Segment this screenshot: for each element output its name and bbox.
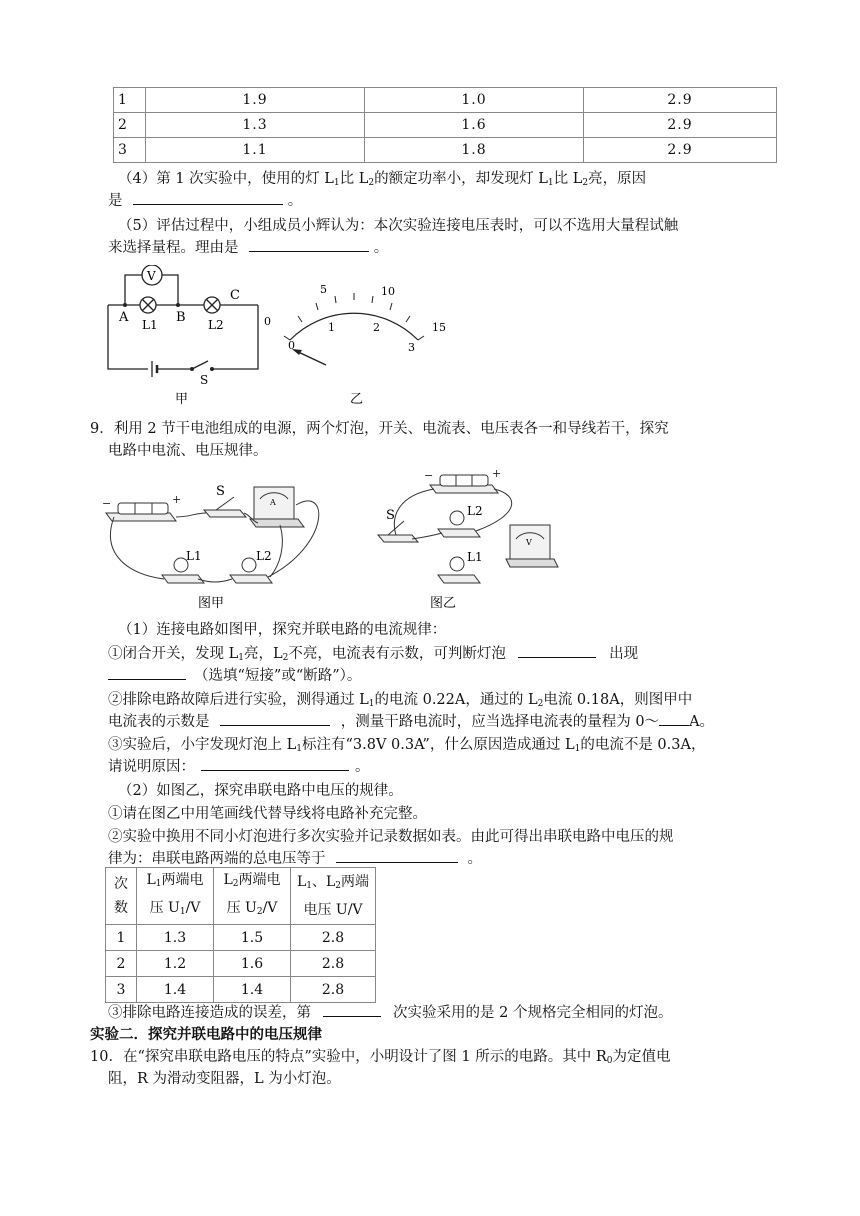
left-switch-label: S: [216, 484, 225, 499]
figure-caption-yi: 乙: [350, 392, 364, 407]
ammeter-label: A: [270, 498, 276, 507]
circuit-figure-2: [100, 465, 560, 615]
circuit-figure-1: [100, 265, 460, 407]
part-2-heading: （2）如图乙，探究串联电路中电压的规律。: [118, 783, 403, 799]
svg-text:15: 15: [432, 321, 446, 334]
table-row: 1 1.9 1.0 2.9: [114, 88, 777, 113]
svg-text:3: 3: [408, 341, 415, 354]
question-5-line-1: （5）评估过程中，小组成员小辉认为：本次实验连接电压表时，可以不选用大量程试触: [118, 218, 679, 234]
answer-blank[interactable]: [220, 711, 330, 726]
svg-text:10: 10: [381, 285, 395, 298]
voltmeter-label-2: V: [526, 538, 532, 547]
answer-blank[interactable]: [323, 1002, 381, 1017]
svg-text:0: 0: [288, 339, 295, 352]
node-b-label: B: [176, 310, 186, 325]
svg-text:+: +: [492, 467, 502, 480]
answer-blank[interactable]: [659, 711, 689, 726]
part-1-q2-line-1: ②排除电路故障后进行实验，测得通过 $L_1$的电流 0.22A，通过的 $L_2$电流 0.18A，则图甲中: [108, 692, 693, 709]
question-10-line-1: 10．在“探究串联电路电压的特点”实验中，小明设计了图 1 所示的电路。其中 $R_0$为定值电: [90, 1049, 671, 1066]
question-9-line-1: 9．利用 2 节干电池组成的电源，两个灯泡，开关、电流表、电压表各一和导线若干，探究: [90, 421, 669, 437]
svg-text:2: 2: [373, 321, 380, 334]
answer-blank[interactable]: [518, 643, 596, 658]
results-table-1: [113, 87, 777, 163]
figure-caption-left: 图甲: [198, 596, 225, 611]
table-row: 3 1.1 1.8 2.9: [114, 138, 777, 163]
svg-text:1: 1: [328, 321, 335, 334]
switch-label: S: [200, 373, 209, 387]
answer-blank[interactable]: [201, 756, 349, 771]
answer-blank[interactable]: [249, 237, 369, 252]
figure-caption-right: 图乙: [430, 596, 457, 611]
figure-caption-jia: 甲: [175, 392, 189, 407]
question-10-line-2: 阻，R 为滑动变阻器，L 为小灯泡。: [108, 1071, 341, 1087]
node-a-label: A: [119, 310, 129, 325]
part-2-q2-line-2: 律为：串联电路两端的总电压等于 。: [108, 848, 482, 870]
svg-text:−: −: [102, 497, 112, 510]
voltmeter-label: V: [147, 269, 156, 283]
answer-blank[interactable]: [133, 190, 283, 205]
left-lamp-l2-label: L2: [256, 549, 272, 563]
left-lamp-l1-label: L1: [186, 549, 202, 563]
question-9-line-2: 电路中电流、电压规律。: [108, 443, 268, 459]
part-2-q1: ①请在图乙中用笔画线代替导线将电路补充完整。: [108, 806, 427, 822]
part-1-q1-line-1: ①闭合开关，发现 $L_1$亮，$L_2$不亮，电流表有示数，可判断灯泡 出现: [108, 643, 638, 669]
lamp-l1-label: L1: [142, 318, 158, 332]
part-2-q3: ③排除电路连接造成的误差，第 次实验采用的是 2 个规格完全相同的灯泡。: [108, 1002, 672, 1024]
table-header-row: 次 数 $L_1$两端电 压 $U_1/V$ $L_2$两端电 压 $U_2/V$ $L_1$、$L_2$两端 电压 U/V: [106, 868, 376, 925]
svg-text:0: 0: [264, 315, 271, 328]
right-switch-label: S: [386, 508, 395, 523]
voltmeter-dial: [284, 293, 424, 365]
part-2-q2-line-1: ②实验中换用不同小灯泡进行多次实验并记录数据如表。由此可得出串联电路中电压的规: [108, 829, 674, 845]
table-row: 1 1.3 1.5 2.8: [106, 925, 376, 951]
table-row: 2 1.2 1.6 2.8: [106, 951, 376, 977]
answer-blank[interactable]: [108, 665, 186, 680]
part-1-q3-line-2: 请说明原因： 。: [108, 756, 370, 778]
node-c-label: C: [230, 288, 240, 303]
lamp-l2-label: L2: [208, 318, 224, 332]
answer-blank[interactable]: [336, 848, 458, 863]
table-row: 3 1.4 1.4 2.8: [106, 977, 376, 1003]
svg-text:+: +: [172, 493, 182, 506]
section-heading: 实验二．探究并联电路中的电压规律: [90, 1026, 322, 1043]
svg-text:−: −: [424, 469, 434, 482]
right-lamp-l1-label: L1: [467, 550, 483, 564]
voltage-table: [105, 867, 376, 1003]
part-1-q3-line-1: ③实验后，小宇发现灯泡上 $L_1$标注有“3.8V 0.3A”，什么原因造成通过 $L_1$的电流不是 0.3A，: [108, 737, 706, 754]
part-1-q1-line-2: （选填“短接”或“断路”）。: [108, 665, 361, 687]
part-1-heading: （1）连接电路如图甲，探究并联电路的电流规律：: [118, 622, 447, 638]
table-row: 2 1.3 1.6 2.9: [114, 113, 777, 138]
right-lamp-l2-label: L2: [467, 504, 483, 518]
question-4-line-2: 是 。: [108, 190, 302, 212]
svg-text:5: 5: [320, 283, 327, 296]
part-1-q2-line-2: 电流表的示数是 ，测量干路电流时，应当选择电流表的量程为 0～ A。: [108, 711, 714, 733]
question-5-line-2: 来选择量程。理由是 。: [108, 237, 388, 259]
question-4-line-1: （4）第 1 次实验中，使用的灯 $L_1$比 $L_2$的额定功率小，却发现灯 $L_1$比 $L_2$亮，原因: [118, 171, 647, 188]
